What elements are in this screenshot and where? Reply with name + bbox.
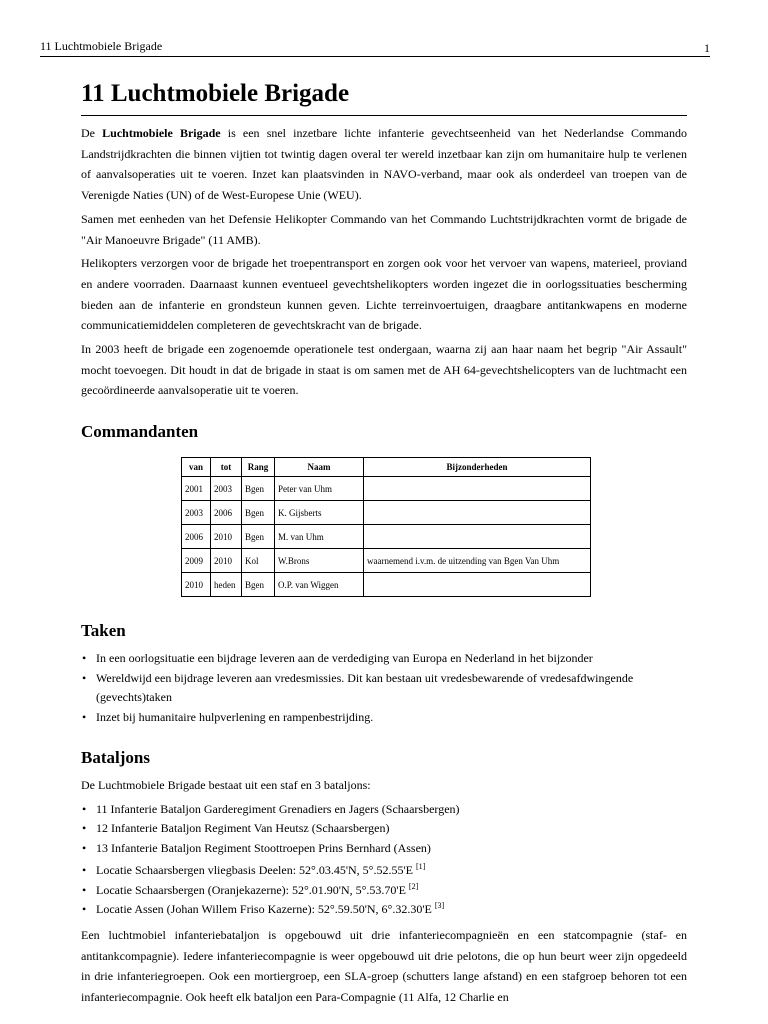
table-cell: Kol (242, 549, 275, 573)
table-row (182, 525, 591, 549)
table-cell: 2010 (211, 549, 242, 573)
list-item: • 13 Infanterie Bataljon Regiment Stoottroepen Prins Bernhard (Assen) (81, 839, 687, 859)
running-head (40, 38, 710, 57)
table-cell: Bgen (242, 501, 275, 525)
table-cell: 2001 (182, 477, 211, 501)
table-cell: 2003 (211, 477, 242, 501)
paragraph: Samen met eenheden van het Defensie Helikopter Commando van het Commando Luchtstrijdkrachten vormt de brigade de "Air Manoeuvre Brigade" (11 AMB). (81, 211, 687, 247)
page-number: 1 (704, 41, 710, 55)
column-header: Bijzonderheden (364, 458, 591, 477)
reference-link[interactable]: [2] (408, 881, 419, 891)
page-content (81, 76, 687, 1008)
list-item: • Inzet bij humanitaire hulpverlening en rampenbestrijding. (81, 708, 687, 728)
table-cell: waarnemend i.v.m. de uitzending van Bgen Van Uhm (364, 549, 591, 573)
intro-paragraph (81, 123, 687, 206)
list-item (81, 881, 687, 901)
running-head-title: 11 Luchtmobiele Brigade (40, 39, 163, 53)
location-text: Locatie Schaarsbergen vliegbasis Deelen: 52°.03.45'N, 5°.52.55'E (96, 863, 416, 878)
column-header: tot (211, 458, 242, 477)
list-item: • Wereldwijd een bijdrage leveren aan vredesmissies. Dit kan bestaan uit vredesbewarende of vredesafdwingende (gevechts)taken (81, 669, 687, 708)
battalions-list (81, 800, 687, 859)
location-text: Locatie Schaarsbergen (Oranjekazerne): 52°.01.90'N, 5°.53.70'E (96, 882, 409, 897)
list-item: • 11 Infanterie Bataljon Garderegiment Grenadiers en Jagers (Schaarsbergen) (81, 800, 687, 820)
table-cell: Bgen (242, 525, 275, 549)
table-row (182, 477, 591, 501)
reference-link[interactable]: [1] (415, 862, 426, 872)
list-item: • In een oorlogsituatie een bijdrage leveren aan de verdediging van Europa en Nederland in het bijzonder (81, 649, 687, 669)
intro-rest: is een snel inzetbare lichte infanterie gevechtseenheid van het Nederlandse Commando Landstrijdkrachten die binnen vijtien tot twintig dagen overal ter wereld inzetbaar kan zijn om humanitaire hulp te verlenen of aanvalsoperaties uit te voeren. Inzet kan plaatsvinden in NAVO-verband, maar ook als onderdeel van troepen van de Verenigde Naties (UN) of de West-Europese Unie (WEU). (81, 126, 687, 203)
paragraph: In 2003 heeft de brigade een zogenoemde operationele test ondergaan, waarna zij aan haar naam het begrip "Air Assault" mocht toevoegen. Dit houdt in dat de brigade in staat is om samen met de AH 64-gevechtshelicopters van de luchtmacht een gecoördineerde aanvalsoperatie uit te voeren. (81, 342, 687, 398)
table-cell (364, 501, 591, 525)
intro-lead: De (81, 126, 103, 140)
list-item (81, 861, 687, 881)
table-cell: Bgen (242, 573, 275, 597)
table-cell: 2006 (182, 525, 211, 549)
table-cell: W.Brons (275, 549, 364, 573)
table-cell: 2003 (182, 501, 211, 525)
table-cell: Bgen (242, 477, 275, 501)
locations-list (81, 861, 687, 920)
column-header: Rang (242, 458, 275, 477)
table-cell: 2006 (211, 501, 242, 525)
battalions-intro: De Luchtmobiele Brigade bestaat uit een staf en 3 bataljons: (81, 778, 371, 793)
tasks-list (81, 649, 687, 727)
table-cell: 2009 (182, 549, 211, 573)
table-cell (364, 573, 591, 597)
table-cell: Peter van Uhm (275, 477, 364, 501)
table-cell: 2010 (211, 525, 242, 549)
list-item (81, 900, 687, 920)
table-row (182, 549, 591, 573)
table-cell: 2010 (182, 573, 211, 597)
closing-paragraph: Een luchtmobiel infanteriebataljon is opgebouwd uit drie infanteriecompagnieën en een statcompagnie (staf- en antitankcompagnie). Iedere infanteriecompagnie is weer opgebouwd uit drie pelotons, die op hun beurt weer zijn opgedeeld in drie infanteriegroepen. Ook een mortiergroep, een SLA-groep (schutters lange afstand) en een stafgroep behoren tot een infanteriecompagnie. Ook heeft elk bataljon een Para-Compagnie (11 Alfa, 12 Charlie en (81, 927, 687, 1004)
location-text: Locatie Assen (Johan Willem Friso Kazerne): 52°.59.50'N, 6°.32.30'E (96, 902, 435, 917)
table-cell: heden (211, 573, 242, 597)
table-row (182, 501, 591, 525)
table-row (182, 573, 591, 597)
column-header: Naam (275, 458, 364, 477)
section-heading-bataljons: Bataljons (81, 748, 150, 768)
table-cell: O.P. van Wiggen (275, 573, 364, 597)
table-header-row (182, 458, 591, 477)
table-cell (364, 477, 591, 501)
table-cell: M. van Uhm (275, 525, 364, 549)
section-heading-taken: Taken (81, 621, 126, 641)
column-header: van (182, 458, 211, 477)
section-heading-commandanten: Commandanten (81, 422, 199, 442)
page-title: 11 Luchtmobiele Brigade (81, 76, 687, 116)
commanders-table (181, 457, 591, 597)
table-cell (364, 525, 591, 549)
list-item: • 12 Infanterie Bataljon Regiment Van Heutsz (Schaarsbergen) (81, 819, 687, 839)
reference-link[interactable]: [3] (434, 901, 445, 911)
table-cell: K. Gijsberts (275, 501, 364, 525)
intro-bold-term: Luchtmobiele Brigade (102, 126, 221, 140)
paragraph: Helikopters verzorgen voor de brigade het troepentransport en zorgen ook voor het vervoer van wapens, materieel, proviand en andere voorraden. Daarnaast kunnen eventueel gevechtshelikopters worden ingezet die in oorlogssituaties bescherming bieden aan de infanterie en grondsteun kunnen geven. Lichte terreinvoertuigen, draagbare antitankwapens en moderne communicatiemiddelen completeren de gevechtskracht van de brigade. (81, 256, 687, 333)
